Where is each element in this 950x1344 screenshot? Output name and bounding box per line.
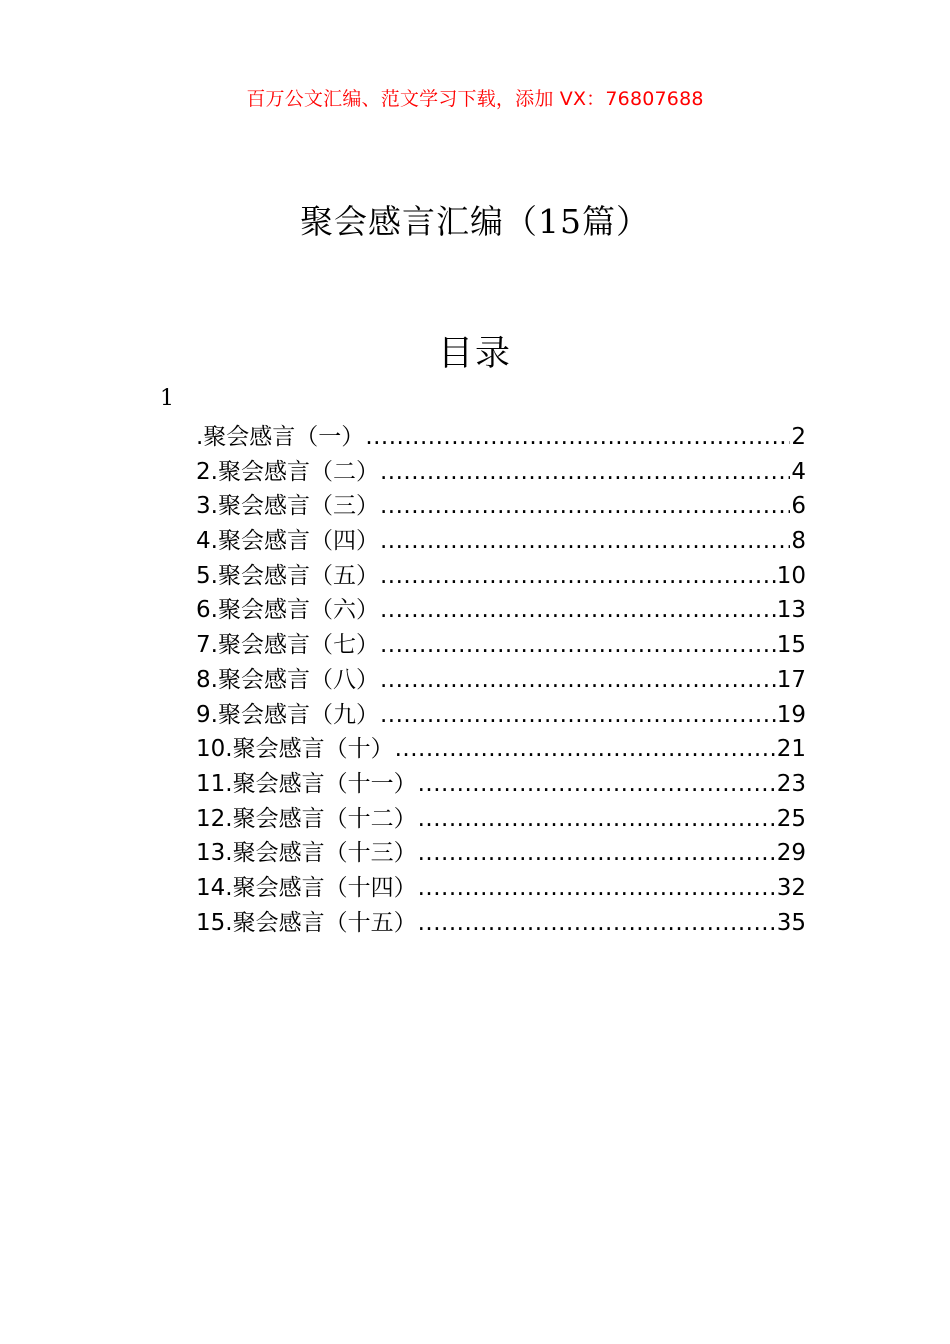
toc-item-label: 9.聚会感言（九） <box>196 701 379 728</box>
toc-item-label: 5.聚会感言（五） <box>196 562 379 589</box>
toc-item-page: 32 <box>776 874 806 901</box>
toc-item-label: 4.聚会感言（四） <box>196 528 379 555</box>
toc-item-page: 25 <box>776 805 806 832</box>
toc-item-label: 10.聚会感言（十） <box>196 736 394 763</box>
document-title-suffix: 篇） <box>582 202 650 241</box>
toc-item[interactable] <box>196 591 806 626</box>
toc-item-label: 14.聚会感言（十四） <box>196 874 417 901</box>
toc-stray-number: 1 <box>160 386 174 411</box>
toc-leader-dots <box>380 632 776 658</box>
toc-item-page: 19 <box>776 701 806 728</box>
toc-item[interactable] <box>196 765 806 800</box>
toc-item[interactable] <box>196 487 806 522</box>
toc-item-page: 35 <box>776 909 806 936</box>
toc-item-page: 21 <box>776 736 806 763</box>
toc-item-label: 3.聚会感言（三） <box>196 493 379 520</box>
document-title-number: 15 <box>538 202 582 241</box>
toc-item[interactable] <box>196 557 806 592</box>
toc-item-page: 10 <box>776 562 806 589</box>
toc-leader-dots <box>395 736 776 762</box>
toc-leader-dots <box>380 667 776 693</box>
toc-item-label: .聚会感言（一） <box>196 424 365 450</box>
toc-item-label: 8.聚会感言（八） <box>196 666 379 693</box>
toc-leader-dots <box>418 875 776 901</box>
toc-item[interactable] <box>196 730 806 765</box>
toc-item[interactable] <box>196 800 806 835</box>
toc-leader-dots <box>418 840 776 866</box>
toc-item-page: 2 <box>791 424 806 450</box>
toc-item-page: 17 <box>776 666 806 693</box>
toc-item[interactable] <box>196 453 806 488</box>
toc-item-label: 13.聚会感言（十三） <box>196 840 417 867</box>
toc-leader-dots <box>380 563 776 589</box>
toc-leader-dots <box>418 910 776 936</box>
toc-item[interactable] <box>196 626 806 661</box>
toc-item-label: 15.聚会感言（十五） <box>196 909 417 936</box>
toc-item-label: 2.聚会感言（二） <box>196 458 379 485</box>
toc-leader-dots <box>418 771 776 797</box>
toc-item-page: 4 <box>791 458 806 485</box>
toc-heading: 目录 <box>437 334 512 374</box>
toc-leader-dots <box>380 459 790 485</box>
toc-item-page: 23 <box>776 770 806 797</box>
toc-item[interactable] <box>196 696 806 731</box>
toc-leader-dots <box>380 702 776 728</box>
toc-item-page: 15 <box>776 632 806 659</box>
toc-leader-dots <box>380 493 790 519</box>
toc-leader-dots <box>380 528 790 554</box>
toc-item-page: 6 <box>791 493 806 520</box>
toc-item-page: 8 <box>791 528 806 555</box>
toc-item[interactable] <box>196 869 806 904</box>
toc-item-label: 11.聚会感言（十一） <box>196 770 417 797</box>
toc-item-label: 12.聚会感言（十二） <box>196 805 417 832</box>
toc-item[interactable] <box>196 418 806 453</box>
toc-leader-dots <box>418 806 776 832</box>
toc-item-label: 6.聚会感言（六） <box>196 597 379 624</box>
toc-item[interactable] <box>196 522 806 557</box>
toc-item[interactable] <box>196 834 806 869</box>
toc-item[interactable] <box>196 661 806 696</box>
toc-item-page: 29 <box>776 840 806 867</box>
document-title <box>0 196 950 243</box>
promo-banner: 百万公文汇编、范文学习下载，添加 VX：76807688 <box>246 88 704 110</box>
document-title-prefix: 聚会感言汇编（ <box>300 202 538 241</box>
toc-leader-dots <box>365 424 790 450</box>
toc-leader-dots <box>380 597 776 623</box>
toc-item-label: 7.聚会感言（七） <box>196 632 379 659</box>
toc-list <box>196 418 806 938</box>
toc-item[interactable] <box>196 904 806 939</box>
toc-item-page: 13 <box>776 597 806 624</box>
